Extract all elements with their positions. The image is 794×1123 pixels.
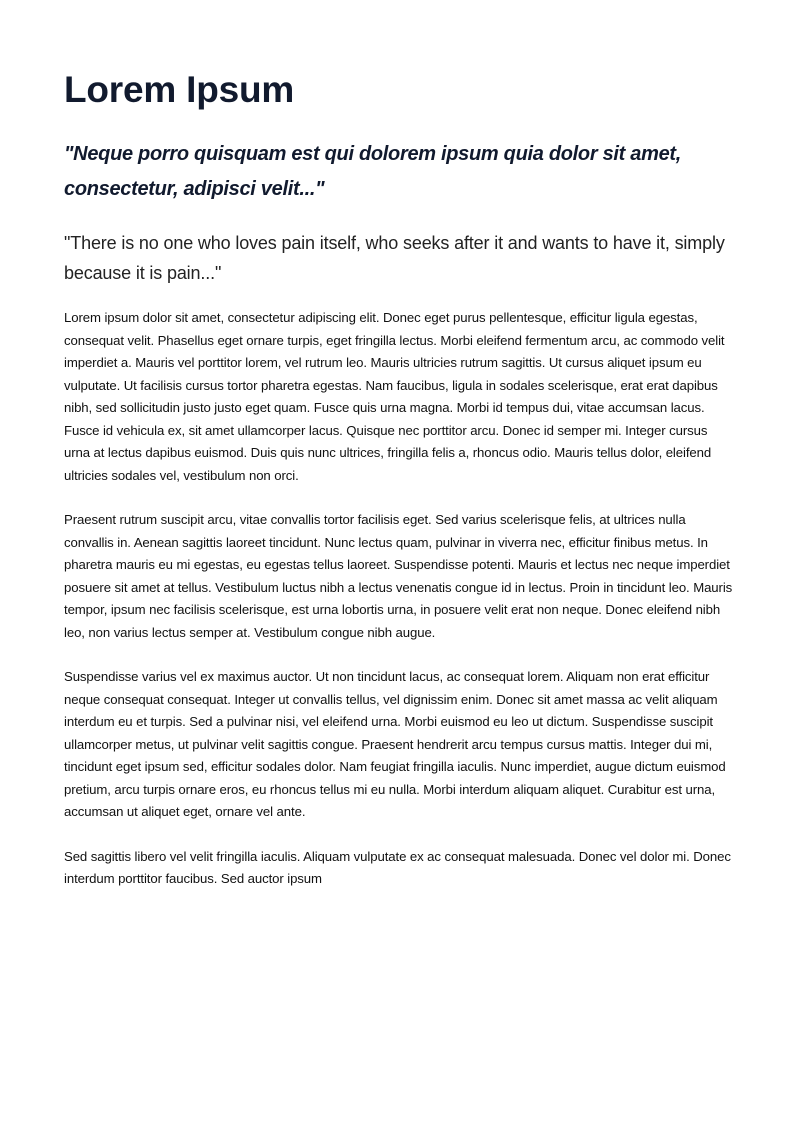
paragraph-4: Sed sagittis libero vel velit fringilla iaculis. Aliquam vulputate ex ac consequat malesuada. Donec vel dolor mi. Donec interdum porttitor faucibus. Sed auctor ipsum xyxy=(64,848,731,886)
paragraph-3: Suspendisse varius vel ex maximus auctor. Ut non tincidunt lacus, ac consequat lorem. Aliquam non erat efficitur neque consequat consequat. Integer ut convallis tellus, vel dignissim enim. Donec sit amet massa ac velit aliquam interdum eu et turpis. Sed a pulvinar nisi, vel eleifend urna. Morbi euismod eu leo ut dictum. Suspendisse suscipit ullamcorper metus, ut pulvinar velit sagittis congue. Praesent hendrerit arcu tempus cursus mattis. Integer dui mi, tincidunt eget ipsum sed, efficitur sodales dolor. Nam feugiat fringilla iaculis. Nunc imperdiet, augue dictum euismod pretium, arcu turpis ornare eros, eu rhoncus tellus mi eu nulla. Morbi interdum aliquam aliquet. Curabitur est urna, accumsan ut aliquet eget, ornare vel ante. xyxy=(64,669,726,819)
english-quote: "There is no one who loves pain itself, who seeks after it and wants to have it, simply because it is pain..." xyxy=(64,233,725,283)
latin-quote: "Neque porro quisquam est qui dolorem ipsum quia dolor sit amet, consectetur, adipisci velit..." xyxy=(64,143,682,200)
paragraph-1: Lorem ipsum dolor sit amet, consectetur adipiscing elit. Donec eget purus pellentesque, efficitur ligula egestas, consequat velit. Phasellus eget ornare turpis, eget fringilla lectus. Morbi eleifend fermentum arcu, ac commodo velit imperdiet a. Mauris vel porttitor lorem, vel rutrum leo. Mauris ultricies rutrum sagittis. Ut cursus aliquet ipsum eu vulputate. Ut facilisis cursus tortor pharetra egestas. Nam faucibus, ligula in sodales scelerisque, erat erat dapibus nibh, sed sollicitudin justo justo eget quam. Fusce quis urna magna. Morbi id tempus dui, vitae accumsan lacus. Fusce id vehicula ex, sit amet ullamcorper lacus. Quisque nec porttitor arcu. Donec id semper mi. Integer cursus urna at lectus dapibus euismod. Duis quis nunc ultrices, fringilla felis a, rhoncus odio. Mauris tellus dolor, eleifend ultricies sodales vel, vestibulum non orci. xyxy=(64,310,725,483)
paragraph-2: Praesent rutrum suscipit arcu, vitae convallis tortor facilisis eget. Sed varius scelerisque felis, at ultrices nulla convallis in. Aenean sagittis laoreet tincidunt. Nunc lectus quam, pulvinar in viverra nec, efficitur finibus metus. In pharetra mauris eu mi egestas, eu egestas tellus laoreet. Suspendisse potenti. Mauris et lectus nec neque imperdiet posuere sit amet at tellus. Vestibulum luctus nibh a lectus venenatis congue id in lectus. Proin in tincidunt leo. Mauris tempor, ipsum nec facilisis scelerisque, est urna lobortis urna, in posuere velit erat non neque. Donec eleifend nibh leo, non varius lectus semper at. Vestibulum congue nibh augue. xyxy=(64,512,733,640)
page-title: Lorem Ipsum xyxy=(64,69,295,110)
body-text xyxy=(64,307,734,913)
